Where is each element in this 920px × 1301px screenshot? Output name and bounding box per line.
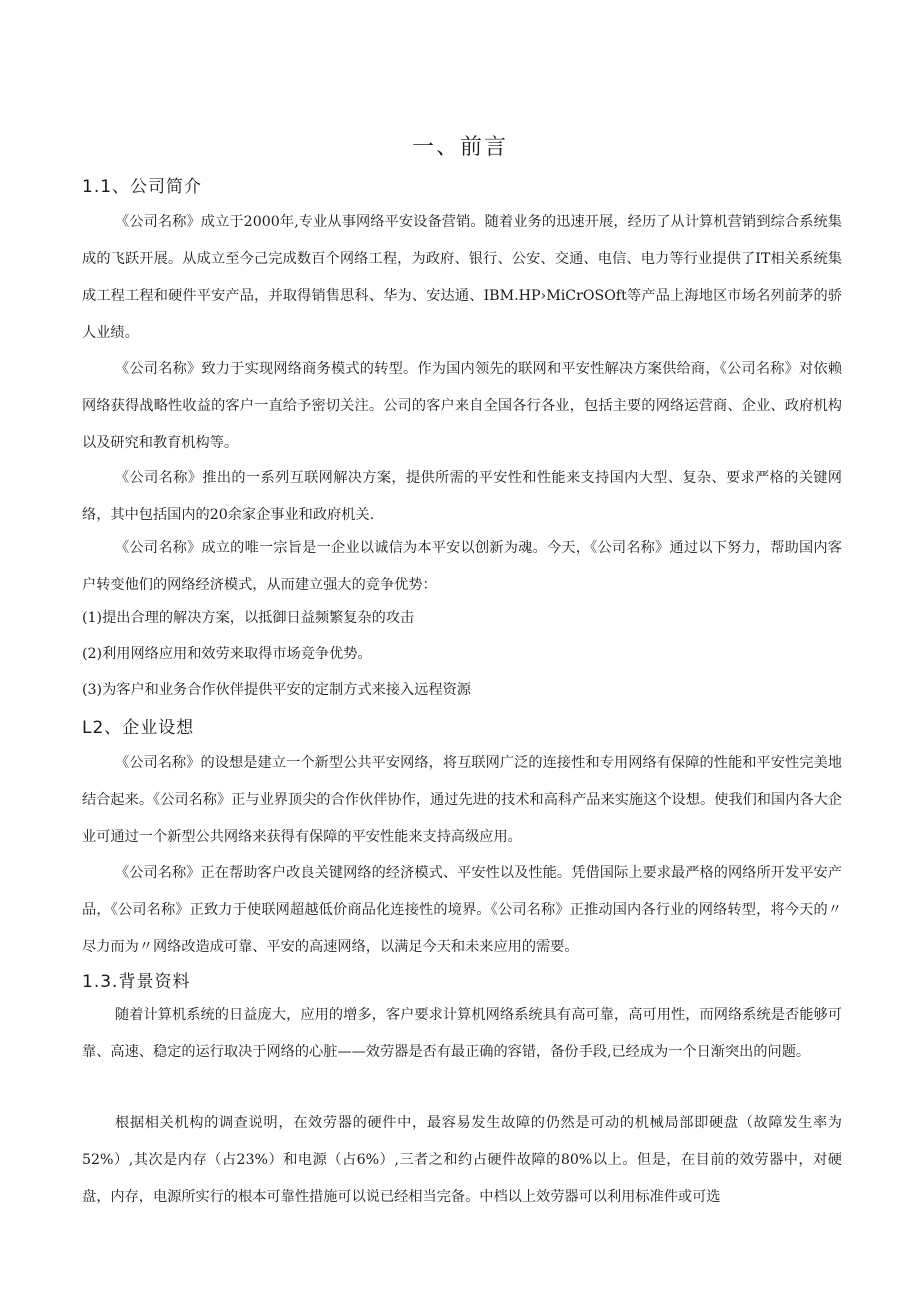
list-item: (2)利用网络应用和效劳来取得市场竞争优势。 (82, 646, 372, 662)
section-heading-background: 1.3.背景资料 (82, 972, 191, 992)
paragraph: 《公司名称》的设想是建立一个新型公共平安网络，将互联网广泛的连接性和专用网络有保障的性能和平安性完美地结合起来。《公司名称》正与业界顶尖的合作伙伴协作，通过先进的技术和高科产品来实施这个设想。使我们和国内各大企业可通过一个新型公共网络来获得有保障的平安性能来支持高级应用。 (82, 755, 842, 845)
page-title: 一、前言 (411, 135, 508, 160)
list-item: (3)为客户和业务合作伙伴提供平安的定制方式来接入远程资源 (82, 682, 471, 698)
paragraph: 《公司名称》正在帮助客户改良关键网络的经济模式、平安性以及性能。凭借国际上要求最严格的网络所开发平安产品，《公司名称》正致力于使联网超越低价商品化连接性的境界。《公司名称》正推动国内各行业的网络转型，将今天的〃尽力而为〃网络改造成可靠、平安的高速网络，以满足今天和未来应用的需要。 (82, 865, 842, 955)
paragraph: 《公司名称》致力于实现网络商务模式的转型。作为国内领先的联网和平安性解决方案供给商，《公司名称》对依赖网络获得战略性收益的客户一直给予密切关注。公司的客户来自全国各行各业，包括主要的网络运营商、企业、政府机构以及研究和教育机构等。 (82, 361, 842, 451)
paragraph: 根据相关机构的调查说明，在效劳器的硬件中，最容易发生故障的仍然是可动的机械局部即硬盘（故障发生率为52%）,其次是内存（占23%）和电源（占6%）,三者之和约占硬件故障的80%以上。但是，在目前的效劳器中，对硬盘，内存，电源所实行的根本可靠性措施可以说已经相当完备。中档以上效劳器可以利用标准件或可选 (82, 1115, 842, 1205)
paragraph: 随着计算机系统的日益庞大，应用的增多，客户要求计算机网络系统具有高可靠，高可用性，而网络系统是否能够可靠、高速、稳定的运行取决于网络的心脏——效劳器是否有最正确的容错，备份手段,已经成为一个日渐突出的问题。 (82, 1007, 842, 1060)
section-heading-enterprise-vision: L2、企业设想 (82, 718, 195, 738)
section-heading-company-intro: 1.1、公司简介 (82, 177, 203, 197)
paragraph: 《公司名称》成立于2000年,专业从事网络平安设备营销。随着业务的迅速开展，经历了从计算机营销到综合系统集成的飞跃开展。从成立至今己完成数百个网络工程，为政府、银行、公安、交通、电信、电力等行业提供了IT相关系统集成工程工程和硬件平安产品，并取得销售思科、华为、安达通、IBM.HP›MiCrOSOft等产品上海地区市场名列前茅的骄人业绩。 (82, 214, 842, 341)
paragraph: 《公司名称》成立的唯一宗旨是一企业以诚信为本平安以创新为魂。今天，《公司名称》通过以下努力，帮助国内客户转变他们的网络经济模式，从而建立强大的竞争优势： (82, 540, 842, 593)
list-item: (1)提出合理的解决方案，以抵御日益频繁复杂的攻击 (82, 610, 415, 626)
paragraph: 《公司名称》推出的一系列互联网解决方案，提供所需的平安性和性能来支持国内大型、复杂、要求严格的关键网络，其中包括国内的20余家企事业和政府机关. (82, 470, 842, 523)
